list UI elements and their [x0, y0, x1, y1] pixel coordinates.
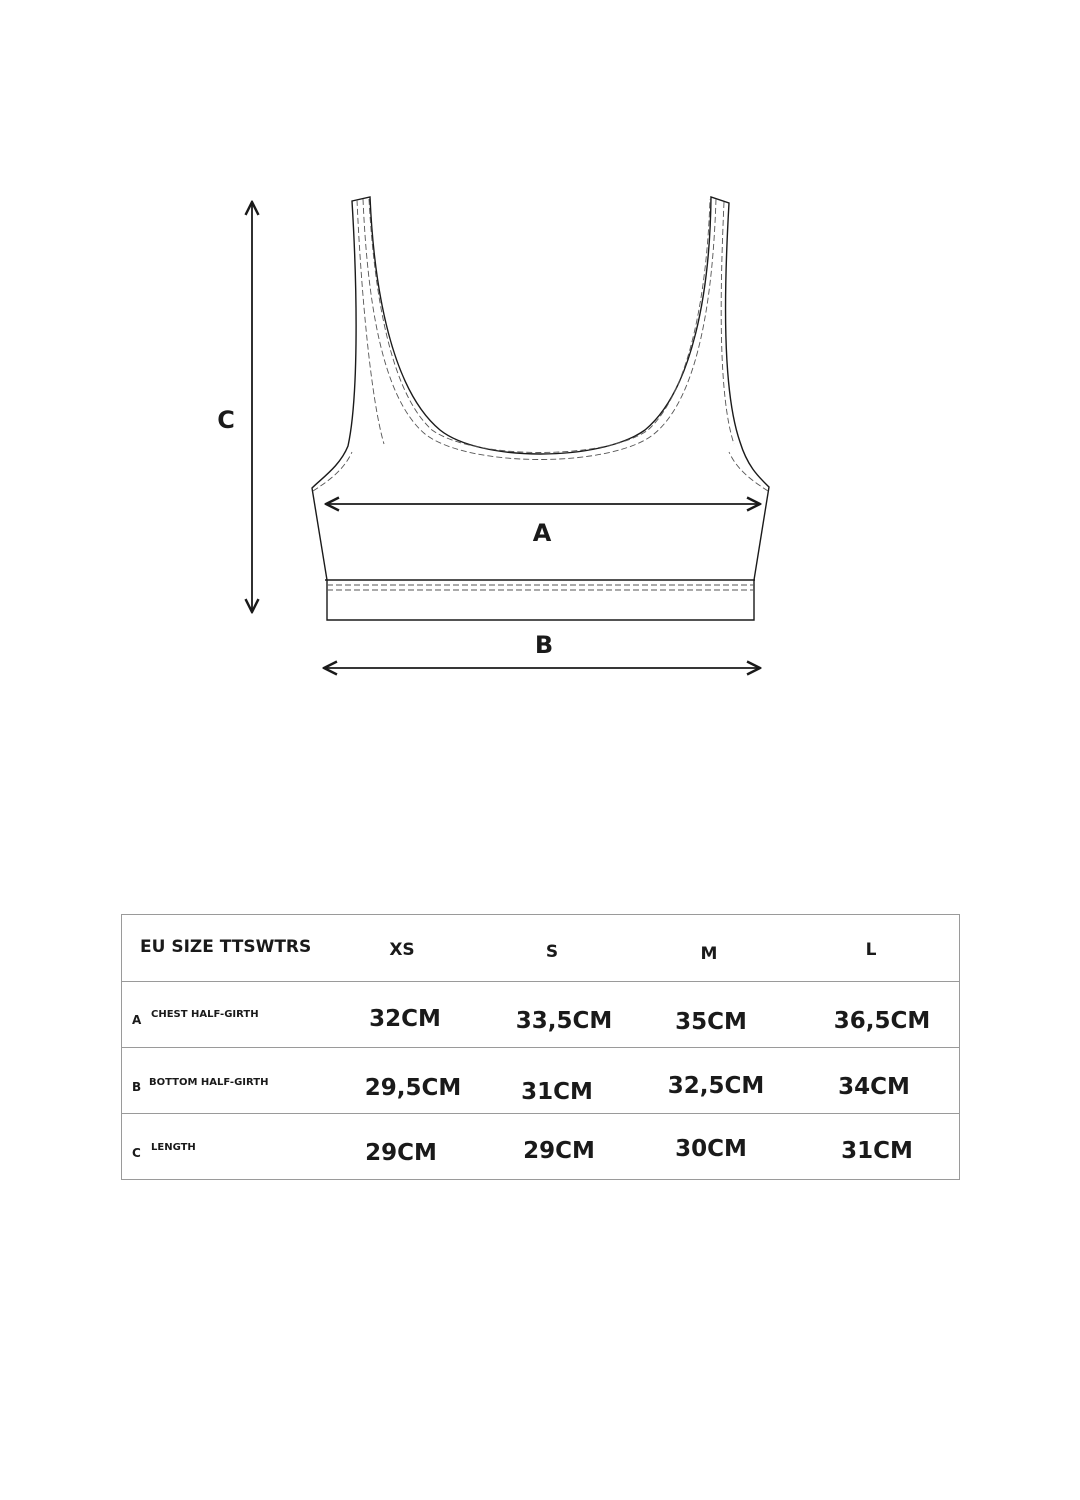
bralette-outline — [312, 197, 769, 620]
value-xs: 29,5CM — [364, 1075, 462, 1101]
size-l: L — [865, 940, 877, 960]
row-label: CHEST HALF-GIRTH — [151, 1009, 259, 1020]
value-m: 32,5CM — [667, 1073, 765, 1099]
dimension-a-label: A — [532, 519, 552, 547]
table-row-bottom — [122, 1047, 959, 1114]
row-letter: B — [132, 1080, 142, 1094]
row-label: BOTTOM HALF-GIRTH — [149, 1077, 269, 1088]
value-xs: 29CM — [365, 1140, 437, 1166]
size-table — [121, 914, 960, 1180]
table-row-chest — [122, 981, 959, 1048]
value-l: 36,5CM — [833, 1008, 931, 1034]
table-header-row — [122, 915, 959, 981]
row-label: LENGTH — [151, 1142, 196, 1153]
size-s: S — [545, 942, 559, 962]
row-letter: C — [132, 1146, 141, 1160]
value-xs: 32CM — [369, 1006, 441, 1032]
value-m: 30CM — [675, 1136, 747, 1162]
value-s: 29CM — [523, 1138, 595, 1164]
value-l: 31CM — [841, 1138, 913, 1164]
table-row-length — [122, 1113, 959, 1181]
dimension-b-label: B — [534, 631, 554, 659]
dimension-c-label: C — [217, 406, 235, 434]
value-s: 31CM — [521, 1079, 593, 1105]
size-xs: XS — [389, 940, 415, 960]
row-letter: A — [132, 1013, 142, 1027]
value-m: 35CM — [675, 1009, 747, 1035]
value-l: 34CM — [838, 1074, 910, 1100]
value-s: 33,5CM — [515, 1008, 613, 1034]
table-title: EU SIZE TTSWTRS — [140, 937, 312, 957]
size-m: M — [700, 944, 718, 964]
garment-diagram — [0, 0, 1080, 720]
